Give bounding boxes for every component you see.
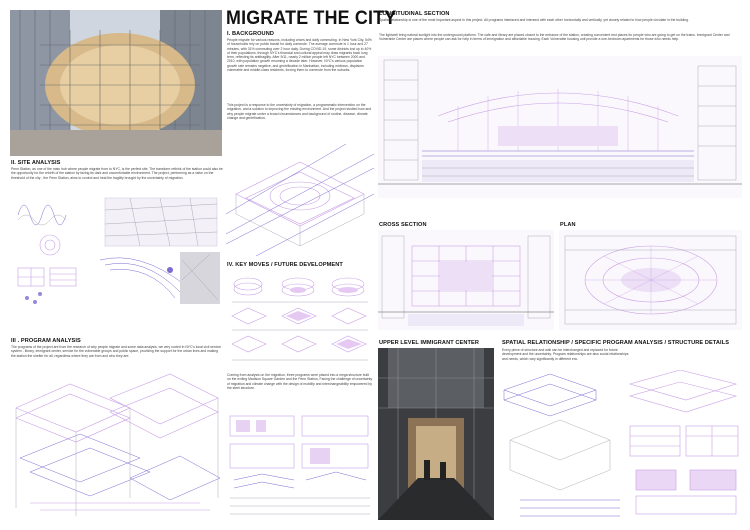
background-paragraph-2: This project is a response to the uncertainty of migration, a programmatic intervention on the migration, and a solution to improving the existing environment. And the project studied how and why people migrate under a broad circumstances and background of routine, disease, climate change and gentrification. (227, 103, 372, 120)
isometric-site-diagram (226, 134, 374, 256)
key-moves-heading: IV. KEY MOVES / FUTURE DEVELOPMENT (227, 262, 343, 268)
program-analysis-drawing (10, 368, 224, 520)
upper-level-photo (378, 348, 494, 520)
longitudinal-paragraph-1: Spatial relationship is one of the most important aspect in this project. All programs interlaced and intersect with each other horizontally and vertically, yet closely related to how people circulate in the building. (379, 18, 689, 22)
key-moves-diagrams (226, 270, 374, 370)
spatial-relationship-drawings (500, 370, 744, 520)
program-analysis-text: The programs of the project are from the research of why people migrate and some data analysis, we very rooted in NYC's local civil service system - library, immigrant center, service for the vulnerable groups and public space, providing the support for the urban lives and making the station the shelter for all, regardless where they are from and who they are. (11, 345, 222, 358)
background-heading: I. BACKGROUND (227, 31, 274, 37)
spatial-relationship-heading: SPATIAL RELATIONSHIP / SPECIFIC PROGRAM ANALYSIS / STRUCTURE DETAILS (502, 340, 730, 346)
hero-photo (10, 10, 222, 156)
plan-drawing (559, 230, 742, 330)
key-moves-text: Coming from analysis on the migration, three programs were placed into a mega structure built on the exiting Madison Square Garden and the Penn Station, Facing the challenge of uncertainty of migration and climate change with the design of mobility and interchangeability empowered by the steel structure. (227, 373, 373, 390)
longitudinal-section-heading: LONGITUDINAL SECTION (379, 11, 450, 17)
site-analysis-text: Penn Station, as one of the main hub where people migrate from to NYC, is the perfect site. The transform rethink of the station could also be the opportunity for the rebirth of the station by facing its dark and uncomfortable environment. The project, performing as a valve on the threshold of the city - the Penn Station, aims to control and heal the fragility brought by the uncertainty of migration. (11, 167, 223, 180)
background-paragraph-1: People migrate for various reasons, including crises and daily commuting. In New York City, 54% of households rely on public transit for daily commute. The average commute is 1 hour and 27 minutes, with 31% commuting over 2 hour daily. During COVID-19, some districts lost up to 40% of their populations, through NYC's financial and cultural appeal may draw migrants back long term, reflecting its antifragility. After 9/11, nearly 2 million people left NYC between 2000 and 2010, with population growth resuming a decade later. However, NYC's various population growth rate remains negative, and gentrification in Manhattan, including midtown, displaces vulnerable and middle-class residents, forcing them to commute from the suburbs. (227, 38, 372, 73)
cross-section-heading: CROSS SECTION (379, 222, 427, 228)
upper-level-heading: UPPER LEVEL IMMIGRANT CENTER (379, 340, 479, 346)
spatial-relationship-text: Every piece of structure and wall can be interchanged and replaced for future development and the uncertainty. Program relationships are also social relationships and needs, which vary significantly in different era. (502, 348, 629, 361)
page-title: MIGRATE THE CITY (226, 8, 397, 29)
hero-photo-illustration (10, 10, 222, 156)
plan-heading: PLAN (560, 222, 576, 228)
cross-section-drawing (378, 230, 554, 330)
longitudinal-section-drawing (378, 56, 742, 198)
longitudinal-paragraph-2: The lightwell bring natural sunlight into the underground platform. The cafe and library are placed closed to the entrance of the station, creating convenient rest places for people who are going to get on the trains. Immigrant Center and Vulnerable Center are places where people can ask for help in terms of immigration and affordable housing. Each Vulnerable housing unit provide a one-bedroom apartments for those who needs help. (379, 33, 730, 42)
site-analysis-heading: II. SITE ANALYSIS (11, 160, 61, 166)
key-moves-bottom-diagrams (226, 410, 374, 520)
site-analysis-diagrams (10, 190, 224, 310)
program-analysis-heading: III . PROGRAM ANALYSIS (11, 338, 81, 344)
